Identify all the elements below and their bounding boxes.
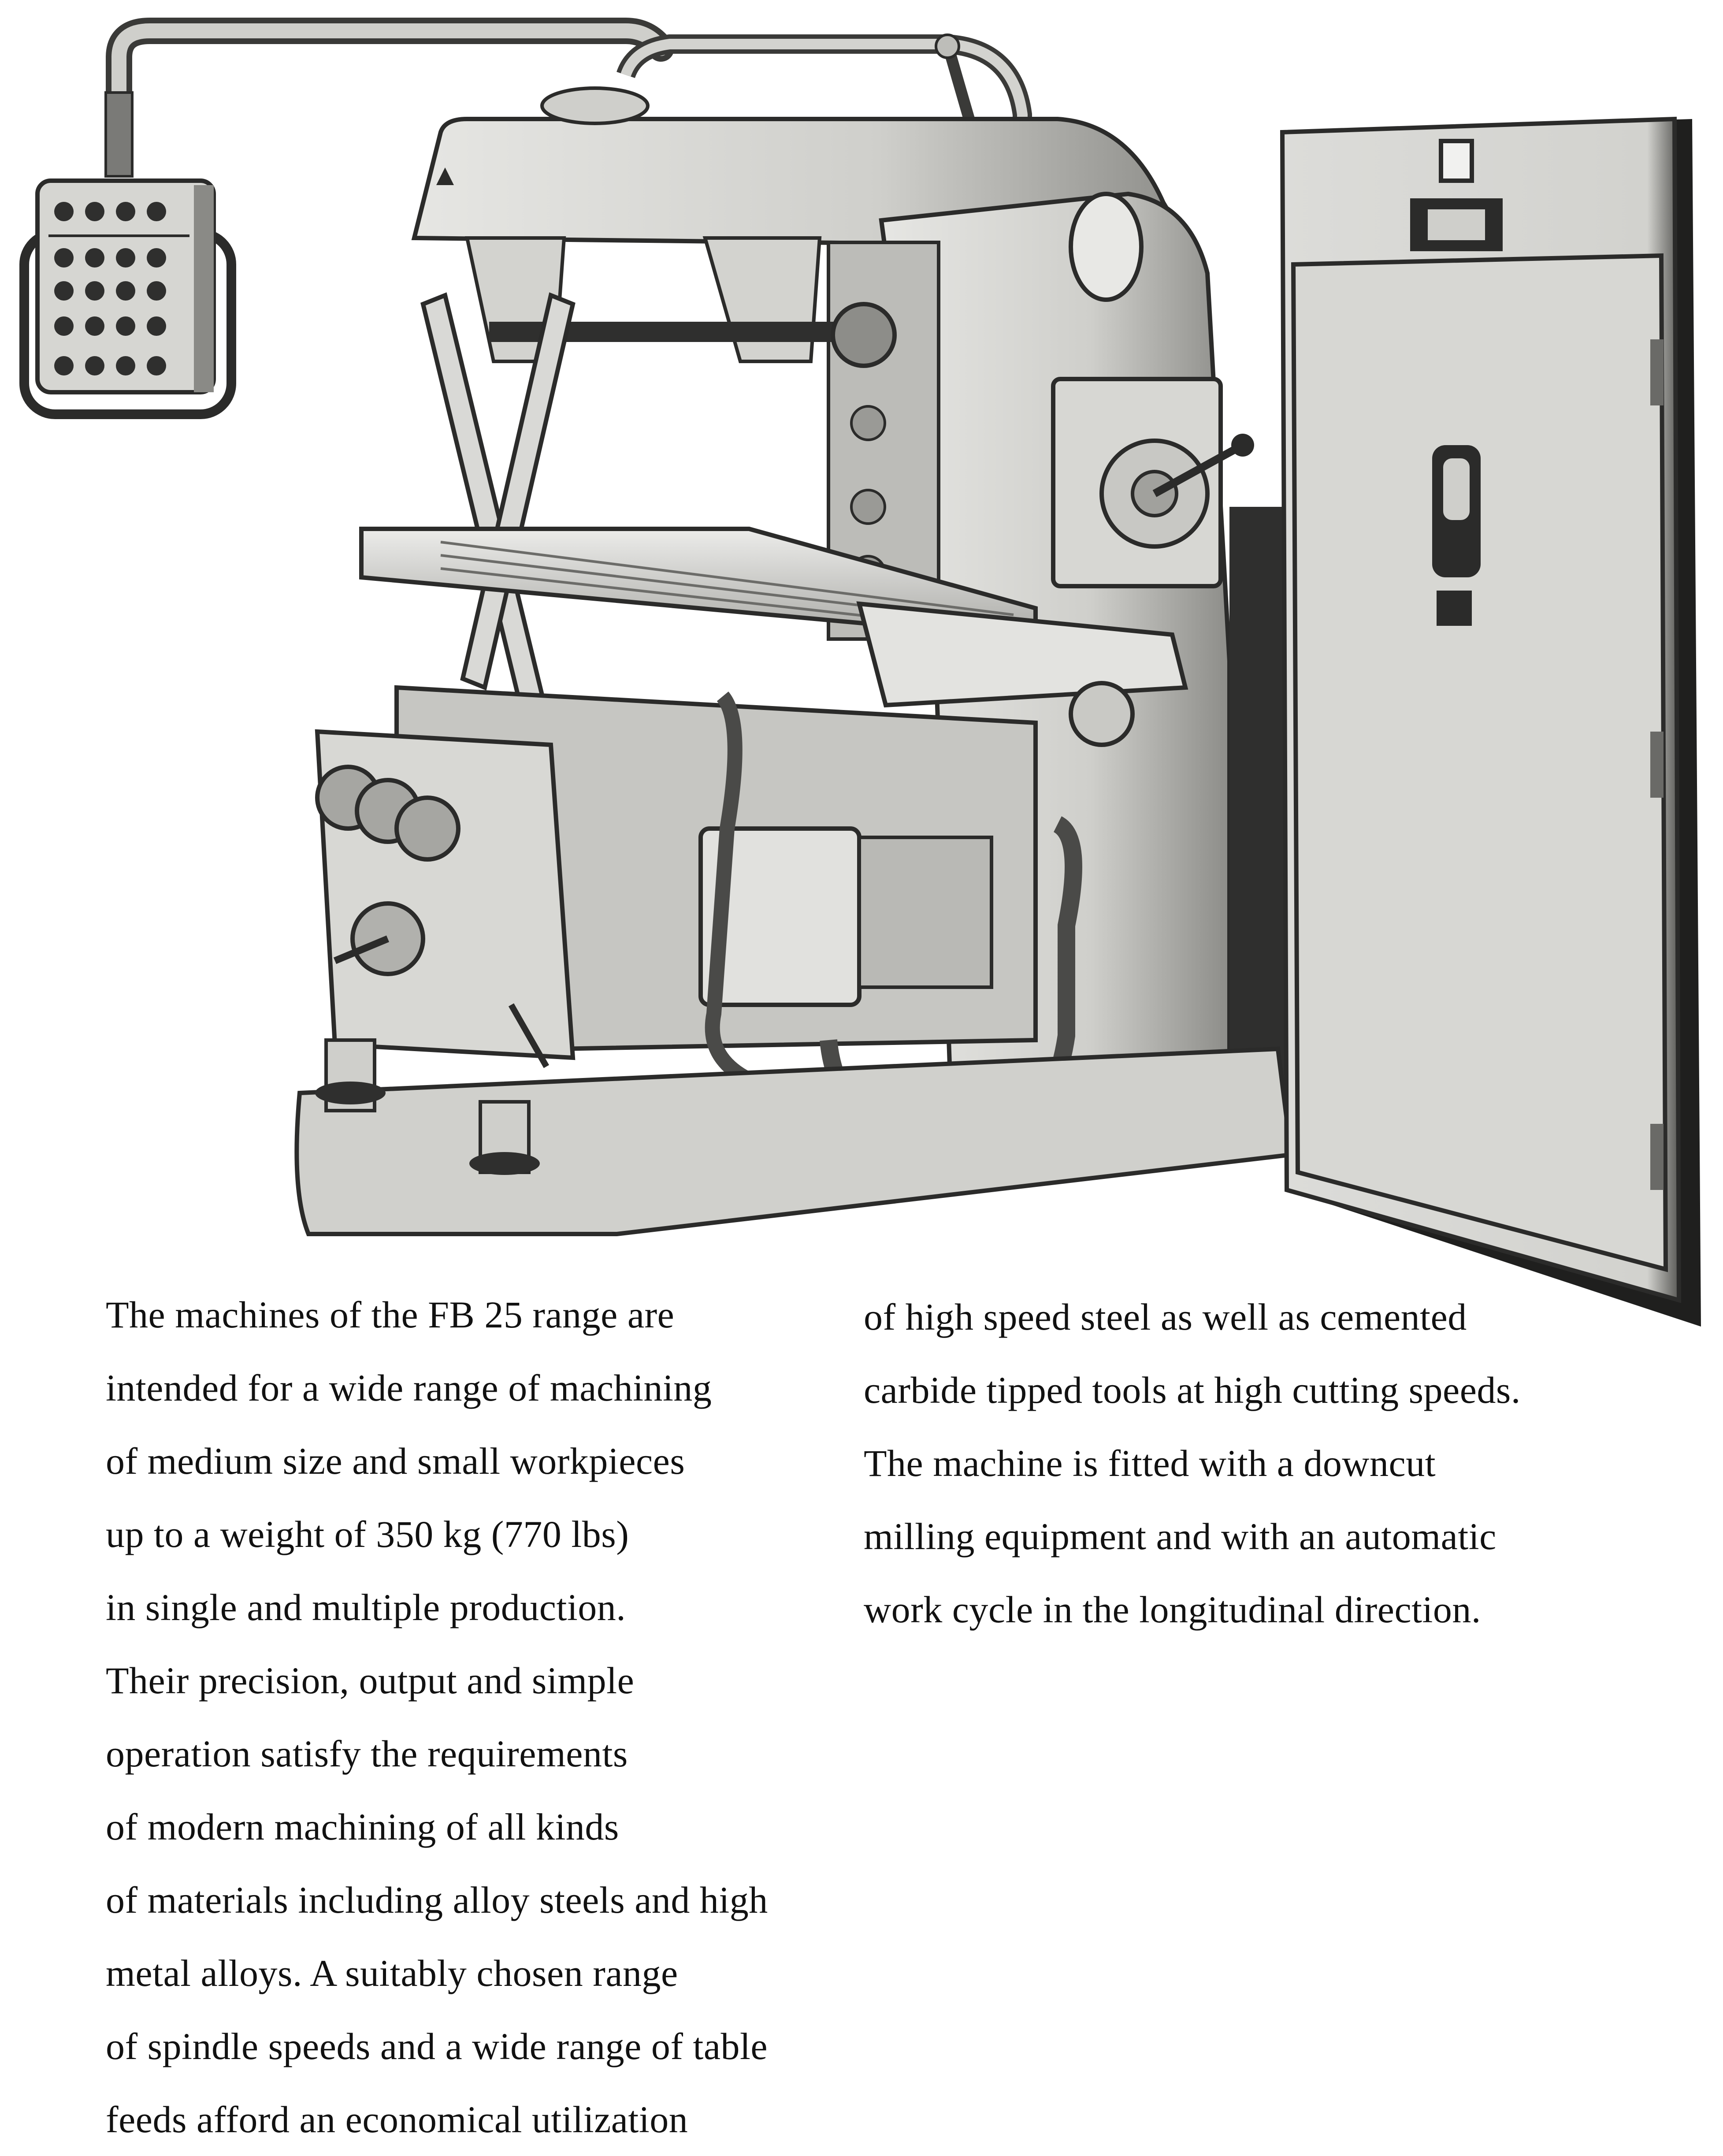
text-line: metal alloys. A suitably chosen range <box>106 1952 678 1994</box>
pendant-control-box <box>24 181 231 414</box>
electrical-cabinet <box>1282 119 1701 1327</box>
text-line: up to a weight of 350 kg (770 lbs) <box>106 1513 629 1555</box>
text-line: operation satisfy the requirements <box>106 1732 628 1775</box>
text-line: of modern machining of all kinds <box>106 1806 619 1848</box>
text-line: work cycle in the longitudinal direction. <box>864 1588 1481 1631</box>
text-line: The machine is fitted with a downcut <box>864 1442 1436 1484</box>
text-line: feeds afford an economical utilization <box>106 2098 688 2141</box>
body-text-left-column <box>106 1278 768 2156</box>
text-line: intended for a wide range of machining <box>106 1367 712 1409</box>
feed-gearbox <box>317 732 573 1067</box>
text-line: of materials including alloy steels and high <box>106 1879 768 1921</box>
machine-base <box>297 1040 1291 1234</box>
text-line: of high speed steel as well as cemented <box>864 1296 1467 1338</box>
text-line: milling equipment and with an automatic <box>864 1515 1496 1558</box>
body-text-right-column <box>864 1280 1521 1646</box>
text-line: in single and multiple production. <box>106 1586 626 1628</box>
text-line: Their precision, output and simple <box>106 1659 635 1702</box>
text-line: The machines of the FB 25 range are <box>106 1294 675 1336</box>
text-line: carbide tipped tools at high cutting speeds. <box>864 1369 1521 1411</box>
text-line: of spindle speeds and a wide range of table <box>106 2025 768 2067</box>
text-line: of medium size and small workpieces <box>106 1440 685 1482</box>
